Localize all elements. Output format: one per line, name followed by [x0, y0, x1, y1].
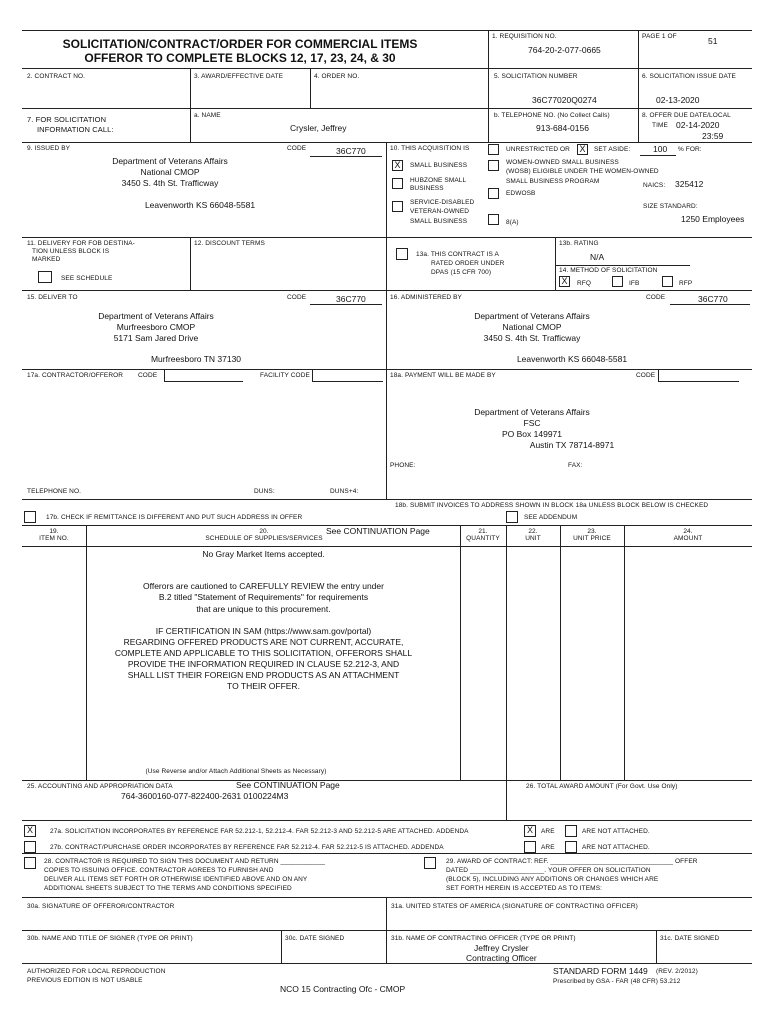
27a-are-not-checkbox[interactable] [565, 825, 577, 837]
contracting-officer-name: Jeffrey Crysler [474, 943, 529, 953]
sig31a-label: 31a. UNITED STATES OF AMERICA (SIGNATURE OF CONTRACTING OFFICER) [391, 903, 638, 910]
issued-by-code: 36C770 [336, 146, 366, 156]
27a-checkbox[interactable]: X [24, 825, 36, 837]
col21-number: 21. [478, 528, 488, 535]
for-info-label: 7. FOR SOLICITATION [27, 115, 107, 124]
payment-fax-label: FAX: [568, 462, 583, 469]
28-line3: DELIVER ALL ITEMS SET FORTH OR OTHERWISE IDENTIFIED ABOVE AND ON ANY [44, 876, 308, 883]
col19-header: ITEM NO. [39, 535, 69, 542]
order-no-label: 4. ORDER NO. [314, 73, 360, 80]
footer-office: NCO 15 Contracting Ofc - CMOP [280, 984, 406, 994]
contract-no-label: 2. CONTRACT NO. [27, 73, 86, 80]
sdvosb-label-3: SMALL BUSINESS [410, 218, 468, 225]
see-schedule-label: SEE SCHEDULE [61, 275, 113, 282]
col19-number: 19. [49, 528, 59, 535]
dpas-label-2: RATED ORDER UNDER [431, 260, 505, 267]
administered-by-label: 16. ADMINISTERED BY [390, 294, 462, 301]
dpas-label-3: DPAS (15 CFR 700) [431, 269, 492, 276]
deliver-to-line4: Murfreesboro TN 37130 [150, 354, 242, 364]
unrestricted-checkbox[interactable] [488, 144, 499, 155]
27b-are-checkbox[interactable] [524, 841, 536, 853]
deliver-to-code-label: CODE [287, 294, 307, 301]
28-checkbox[interactable] [24, 857, 36, 869]
administered-by-code: 36C770 [698, 294, 728, 304]
requisition-label: 1. REQUISITION NO. [492, 33, 557, 40]
payment-label: 18a. PAYMENT WILL BE MADE BY [390, 372, 496, 379]
27b-are-not-checkbox[interactable] [565, 841, 577, 853]
accounting-label: 25. ACCOUNTING AND APPROPRIATION DATA [27, 783, 173, 790]
wosb-label: WOMEN-OWNED SMALL BUSINESS [506, 159, 619, 166]
size-standard-label: SIZE STANDARD: [643, 203, 698, 210]
award-date-label: 3. AWARD/EFFECTIVE DATE [194, 73, 284, 80]
duns4-label: DUNS+4: [330, 488, 359, 495]
27b-are-not-label: ARE NOT ATTACHED. [582, 844, 650, 851]
fob-label-2: TION UNLESS BLOCK IS [32, 248, 110, 255]
contracting-officer-title: Contracting Officer [466, 953, 537, 963]
27a-are-checkbox[interactable]: X [524, 825, 536, 837]
27a-text: 27a. SOLICITATION INCORPORATES BY REFERENCE FAR 52.212-1, 52.212-4. FAR 52.212-3 AND 52.212-5 ARE ATTACHED. ADDENDA [50, 828, 469, 835]
29-line3: (BLOCK 5), INCLUDING ANY ADDITIONS OR CHANGES WHICH ARE [446, 876, 659, 883]
schedule-line: COMPLETE AND APPLICABLE TO THIS SOLICITATION, OFFERORS SHALL [114, 648, 413, 658]
offer-due-time: 23:59 [702, 131, 724, 141]
facility-code-label: FACILITY CODE [260, 372, 310, 379]
fob-label: 11. DELIVERY FOR FOB DESTINA- [27, 240, 136, 247]
col22-header: UNIT [525, 535, 541, 542]
footer-rev: (REV. 2/2012) [656, 968, 698, 975]
27a-are-label: ARE [541, 828, 555, 835]
sdvosb-checkbox[interactable] [392, 201, 403, 212]
issued-by-line2: National CMOP [140, 167, 200, 177]
dpas-checkbox[interactable] [396, 248, 408, 260]
set-aside-label: SET ASIDE: [594, 146, 631, 153]
hubzone-label-2: BUSINESS [410, 185, 444, 192]
issued-by-line4: Leavenworth KS 66048-5581 [144, 200, 256, 210]
issue-date: 02-13-2020 [656, 95, 700, 105]
27a-are-not-label: ARE NOT ATTACHED. [582, 828, 650, 835]
27b-text: 27b. CONTRACT/PURCHASE ORDER INCORPORATES BY REFERENCE FAR 52.212-4. FAR 52.212-5 IS ATTACHED. ADDENDA [50, 844, 444, 851]
small-business-label: SMALL BUSINESS [410, 162, 468, 169]
schedule-line: that are unique to this procurement. [196, 604, 331, 614]
issued-by-line1: Department of Veterans Affairs [112, 156, 228, 166]
administered-by-line2: National CMOP [502, 322, 562, 332]
total-award-label: 26. TOTAL AWARD AMOUNT (For Govt. Use Only) [526, 783, 678, 790]
set-aside-checkbox[interactable]: X [577, 144, 588, 155]
page-label: PAGE 1 OF [642, 33, 677, 40]
wosb-label-3: SMALL BUSINESS PROGRAM [506, 178, 600, 185]
schedule-footer-note: (Use Reverse and/or Attach Additional Sheets as Necessary) [145, 768, 327, 775]
col23-header: UNIT PRICE [573, 535, 611, 542]
rfq-label: RFQ [577, 280, 592, 287]
schedule-continuation: See CONTINUATION Page [326, 526, 430, 536]
administered-by-code-label: CODE [646, 294, 666, 301]
form-title-line2: OFFEROR TO COMPLETE BLOCKS 12, 17, 23, 24, & 30 [84, 51, 396, 65]
sig30b-label: 30b. NAME AND TITLE OF SIGNER (TYPE OR PRINT) [27, 935, 193, 942]
rfp-label: RFP [679, 280, 693, 287]
administered-by-line4: Leavenworth KS 66048-5581 [516, 354, 628, 364]
page-count: 51 [708, 36, 718, 46]
fob-label-3: MARKED [32, 256, 61, 263]
col20-number: 20. [259, 528, 269, 535]
offer-due-time-label: TIME [652, 122, 668, 129]
rating-label: 13b. RATING [559, 240, 599, 247]
duns-label: DUNS: [254, 488, 275, 495]
rfp-checkbox[interactable] [662, 276, 673, 287]
27b-checkbox[interactable] [24, 841, 36, 853]
addendum-label: SEE ADDENDUM [524, 514, 578, 521]
sig31c-label: 31c. DATE SIGNED [660, 935, 720, 942]
requisition-value: 764-20-2-077-0665 [528, 45, 601, 55]
form-title-line1: SOLICITATION/CONTRACT/ORDER FOR COMMERCIAL ITEMS [62, 37, 418, 51]
payment-line3: PO Box 149971 [501, 429, 562, 439]
size-standard-value: 1250 Employees [681, 214, 745, 224]
hubzone-label: HUBZONE SMALL [410, 177, 467, 184]
col22-number: 22. [528, 528, 538, 535]
28-line2: COPIES TO ISSUING OFFICE. CONTRACTOR AGREES TO FURNISH AND [44, 867, 274, 874]
29-line4: SET FORTH HEREIN IS ACCEPTED AS TO ITEMS: [446, 885, 603, 892]
contact-name: Crysler, Jeffrey [290, 123, 347, 133]
offer-due-label: 8. OFFER DUE DATE/LOCAL [642, 112, 731, 119]
sdvosb-label-2: VETERAN-OWNED [410, 208, 470, 215]
addendum-checkbox[interactable] [506, 511, 518, 523]
sig31b-label: 31b. NAME OF CONTRACTING OFFICER (TYPE OR PRINT) [391, 935, 576, 942]
submit-invoices-label: 18b. SUBMIT INVOICES TO ADDRESS SHOWN IN BLOCK 18a UNLESS BLOCK BELOW IS CHECKED [395, 502, 709, 509]
small-business-checkbox[interactable]: X [392, 160, 403, 171]
schedule-line: REGARDING OFFERED PRODUCTS ARE NOT CURRENT, ACCURATE, [123, 637, 404, 647]
edwosb-checkbox[interactable] [488, 188, 499, 199]
schedule-line: SHALL LIST THEIR FOREIGN END PRODUCTS AS AN ATTACHMENT [127, 670, 400, 680]
edwosb-label: EDWOSB [506, 190, 536, 197]
accounting-value: 764-3600160-077-822400-2631 0100224M3 [121, 791, 289, 801]
set-aside-percent: 100 [653, 144, 668, 154]
method-label: 14. METHOD OF SOLICITATION [559, 267, 658, 274]
col23-number: 23. [587, 528, 597, 535]
col24-header: AMOUNT [673, 535, 703, 542]
schedule-line: B.2 titled "Statement of Requirements" for requirements [158, 592, 369, 602]
contractor-code-label: CODE [138, 372, 158, 379]
27b-are-label: ARE [541, 844, 555, 851]
contact-phone: 913-684-0156 [536, 123, 589, 133]
issued-by-code-label: CODE [287, 145, 307, 152]
unrestricted-label: UNRESTRICTED OR [506, 146, 570, 153]
ifb-checkbox[interactable] [612, 276, 623, 287]
administered-by-line1: Department of Veterans Affairs [474, 311, 590, 321]
rating-value: N/A [590, 252, 605, 262]
contact-name-label: a. NAME [194, 112, 221, 119]
discount-terms-label: 12. DISCOUNT TERMS [194, 240, 265, 247]
schedule-line: IF CERTIFICATION IN SAM (https://www.sam.gov/portal) [155, 626, 372, 636]
col24-number: 24. [683, 528, 693, 535]
solicitation-number: 36C77020Q0274 [532, 95, 597, 105]
hubzone-checkbox[interactable] [392, 178, 403, 189]
acquisition-label: 10. THIS ACQUISITION IS [390, 145, 470, 152]
schedule-line: No Gray Market Items accepted. [202, 549, 325, 559]
footer-auth-2: PREVIOUS EDITION IS NOT USABLE [27, 977, 143, 984]
issued-by-line3: 3450 S. 4th St. Trafficway [121, 178, 219, 188]
remittance-label: 17b. CHECK IF REMITTANCE IS DIFFERENT AND PUT SUCH ADDRESS IN OFFER [46, 514, 303, 521]
contractor-label: 17a. CONTRACTOR/OFFEROR [27, 372, 124, 379]
eight-a-label: 8(A) [506, 219, 519, 226]
contact-phone-label: b. TELEPHONE NO. (No Collect Calls) [494, 112, 610, 119]
administered-by-line3: 3450 S. 4th St. Trafficway [483, 333, 581, 343]
solicitation-number-label: 5. SOLICITATION NUMBER [494, 73, 578, 80]
29-line1: 29. AWARD OF CONTRACT: REF. _________________________________ OFFER [446, 858, 698, 865]
deliver-to-line3: 5171 Sam Jared Drive [113, 333, 199, 343]
see-schedule-checkbox[interactable] [38, 271, 52, 283]
payment-phone-label: PHONE: [390, 462, 416, 469]
contractor-telephone-label: TELEPHONE NO. [27, 488, 82, 495]
eight-a-checkbox[interactable] [488, 214, 499, 225]
payment-line4: Austin TX 78714-8971 [529, 440, 615, 450]
footer-auth-1: AUTHORIZED FOR LOCAL REPRODUCTION [27, 968, 166, 975]
payment-code-label: CODE [636, 372, 656, 379]
dpas-label: 13a. THIS CONTRACT IS A [416, 251, 499, 258]
rfq-checkbox[interactable]: X [559, 276, 570, 287]
schedule-line: PROVIDE THE INFORMATION REQUIRED IN CLAUSE 52.212-3, AND [127, 659, 400, 669]
col20-header: SCHEDULE OF SUPPLIES/SERVICES [205, 535, 323, 542]
sig30c-label: 30c. DATE SIGNED [285, 935, 345, 942]
schedule-line: Offerors are cautioned to CAREFULLY REVIEW the entry under [143, 581, 384, 591]
footer-form: STANDARD FORM 1449 [553, 966, 648, 976]
schedule-line: TO THEIR OFFER. [227, 681, 300, 691]
29-line2: DATED ____________________. YOUR OFFER ON SOLICITATION [446, 867, 651, 874]
28-line4: ADDITIONAL SHEETS SUBJECT TO THE TERMS AND CONDITIONS SPECIFIED [44, 885, 292, 892]
wosb-label-2: (WOSB) ELIGIBLE UNDER THE WOMEN-OWNED [506, 168, 659, 175]
sig30a-label: 30a. SIGNATURE OF OFFEROR/CONTRACTOR [27, 903, 175, 910]
percent-for-label: % FOR: [678, 146, 702, 153]
payment-line1: Department of Veterans Affairs [474, 407, 590, 417]
deliver-to-code: 36C770 [336, 294, 366, 304]
29-checkbox[interactable] [424, 857, 436, 869]
issued-by-label: 9. ISSUED BY [27, 145, 71, 152]
remittance-checkbox[interactable] [24, 511, 36, 523]
offer-due-date: 02-14-2020 [676, 120, 720, 130]
accounting-continuation: See CONTINUATION Page [236, 780, 340, 790]
28-line1: 28. CONTRACTOR IS REQUIRED TO SIGN THIS DOCUMENT AND RETURN ____________ [44, 858, 326, 865]
sdvosb-label: SERVICE-DISABLED [410, 199, 475, 206]
col21-header: QUANTITY [466, 535, 500, 542]
naics-value: 325412 [675, 179, 704, 189]
ifb-label: IFB [629, 280, 640, 287]
for-info-label-2: INFORMATION CALL: [37, 125, 114, 134]
deliver-to-label: 15. DELIVER TO [27, 294, 78, 301]
payment-line2: FSC [523, 418, 541, 428]
deliver-to-line1: Department of Veterans Affairs [98, 311, 214, 321]
naics-label: NAICS: [643, 182, 666, 189]
issue-date-label: 6. SOLICITATION ISSUE DATE [642, 73, 736, 80]
deliver-to-line2: Murfreesboro CMOP [116, 322, 196, 332]
footer-prescribed: Prescribed by GSA - FAR (48 CFR) 53.212 [553, 978, 681, 985]
wosb-checkbox[interactable] [488, 160, 499, 171]
